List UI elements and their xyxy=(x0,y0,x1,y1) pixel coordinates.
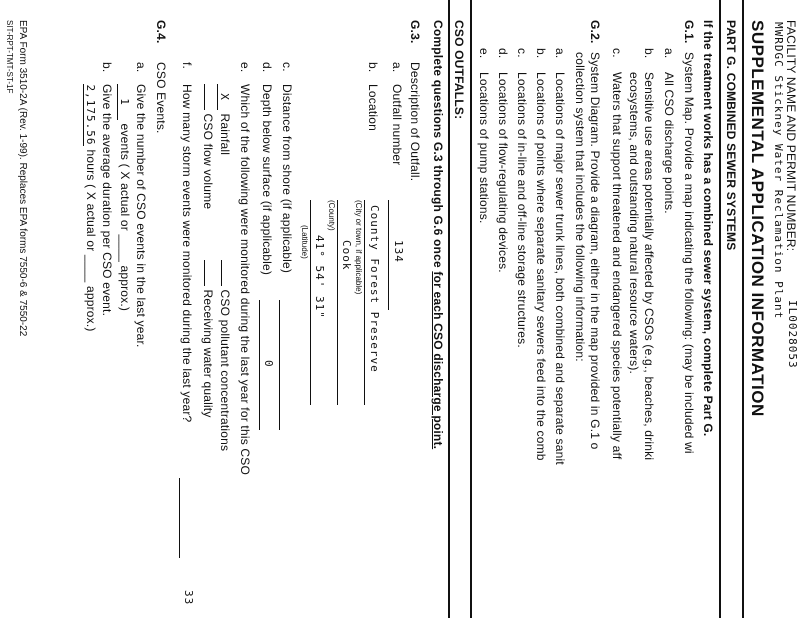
g3-f-letter: f. xyxy=(180,62,194,70)
g2-c-letter: c. xyxy=(515,48,529,58)
g1-a-text: All CSO discharge points. xyxy=(662,72,676,214)
g2-number: G.2. xyxy=(588,20,602,44)
monitor-rainfall: X Rainfall xyxy=(217,84,232,155)
g4-b-letter: b. xyxy=(100,62,114,73)
g3-c-letter: c. xyxy=(280,62,294,72)
monitor-flow-mark[interactable] xyxy=(204,84,205,110)
g3-c-label: Distance from shore (if applicable) xyxy=(280,84,294,274)
permit-number: IL0028053 xyxy=(786,300,799,369)
g2-d-letter: d. xyxy=(496,48,510,59)
g1-b-letter: b. xyxy=(642,48,656,59)
depth-value: 0 xyxy=(262,360,275,368)
monitor-rainfall-mark[interactable]: X xyxy=(217,84,231,110)
outfall-number-value: 134 xyxy=(392,240,405,263)
g2-d-text: Locations of flow-regulating devices. xyxy=(496,72,510,273)
location-latitude-value: 41° 54' 31" xyxy=(313,235,326,319)
g3-title: Description of Outfall. xyxy=(408,62,422,182)
g4-b-label: Give the average duration per CSO event. xyxy=(100,84,114,317)
part-heading: PART G. COMBINED SEWER SYSTEMS xyxy=(724,20,738,251)
g2-text-cont: collection system that includes the following information: xyxy=(573,52,587,362)
g1-a-letter: a. xyxy=(662,48,676,59)
outfalls-instruction: Complete questions G.3 through G.6 once for each CSO discharge point. xyxy=(431,20,445,450)
location-latitude-caption: (Latitude) xyxy=(300,225,309,259)
location-county-line xyxy=(337,200,338,405)
g4-a-letter: a. xyxy=(134,62,148,73)
g2-e-letter: e. xyxy=(477,48,491,59)
storm-events-line xyxy=(179,478,180,558)
g2-text: System Diagram. Provide a diagram, either in the map provided in G.1 o xyxy=(588,52,602,450)
divider xyxy=(470,0,472,618)
location-city-caption: (City or town, if applicable) xyxy=(354,200,363,295)
divider xyxy=(719,0,721,618)
page-title: SUPPLEMENTAL APPLICATION INFORMATION xyxy=(748,20,767,417)
location-city-value: County Forest Preserve xyxy=(368,205,381,373)
g3-b-label: Location xyxy=(366,84,380,131)
cso-events-value: 1 xyxy=(117,84,131,120)
g2-e-text: Locations of pump stations. xyxy=(477,72,491,224)
g4-number: G.4. xyxy=(154,20,168,44)
part-intro: If the treatment works has a combined sewer system, complete Part G. xyxy=(701,20,715,437)
monitor-flow: CSO flow volume xyxy=(201,84,215,209)
location-city-line xyxy=(364,200,365,405)
g1-c-letter: c. xyxy=(610,48,624,58)
location-county-caption: (County) xyxy=(327,200,336,231)
form-code: SIT-RPT-TMT-ST-1F xyxy=(5,20,14,94)
monitor-receiving: Receiving water quality xyxy=(201,260,215,418)
monitor-pollutant: CSO pollutant concentrations xyxy=(218,260,232,451)
g3-b-letter: b. xyxy=(366,62,380,73)
g1-number: G.1. xyxy=(682,20,696,44)
g4-a-label: Give the number of CSO events in the last year. xyxy=(134,84,148,348)
depth-line xyxy=(259,300,260,430)
monitor-receiving-mark[interactable] xyxy=(204,260,205,286)
g1-c-text: Waters that support threatened and endangered species potentially aff xyxy=(610,72,624,460)
g2-b-text: Locations of points where separate sanitary sewers feed into the comb xyxy=(534,72,548,461)
facility-label: FACILITY NAME AND PERMIT NUMBER: xyxy=(784,20,798,252)
outfalls-heading: CSO OUTFALLS: xyxy=(452,20,466,120)
divider xyxy=(742,0,744,618)
g3-d-label: Depth below surface (if applicable) xyxy=(260,84,274,276)
g2-b-letter: b. xyxy=(534,48,548,59)
location-latitude-line xyxy=(310,200,311,405)
cso-duration-value: 2,175.56 xyxy=(84,84,97,146)
g1-b-text-cont: ecosystems, and outstanding natural resource waters). xyxy=(627,72,641,375)
g3-f-label: How many storm events were monitored during the last year? xyxy=(180,84,194,423)
g1-b-text: Sensitive use areas potentially affected by CSOs (e.g., beaches, drinki xyxy=(642,72,656,461)
storm-events-value: 33 xyxy=(182,590,195,606)
facility-name: MWRDGC Stickney Water Reclamation Plant xyxy=(772,22,785,320)
g2-a-text: Locations of major sewer trunk lines, both combined and separate sanit xyxy=(553,72,567,465)
outfall-number-line xyxy=(388,200,389,310)
location-county-value: Cook xyxy=(340,240,353,271)
monitor-pollutant-mark[interactable] xyxy=(221,260,222,286)
divider xyxy=(448,0,450,618)
g2-c-text: Locations of in-line and off-line storage structures. xyxy=(515,72,529,348)
g3-a-letter: a. xyxy=(390,62,404,73)
g3-e-letter: e. xyxy=(238,62,252,73)
form-footer: EPA Form 3510-2A (Rev. 1-99). Replaces EPA forms 7550-6 & 7550-22 xyxy=(17,20,28,337)
g2-a-letter: a. xyxy=(553,48,567,59)
distance-line xyxy=(279,300,280,430)
cso-events-row: 1 events ( X actual or ____ approx.) xyxy=(117,84,132,311)
g3-a-label: Outfall number xyxy=(390,84,404,166)
cso-duration-row: 2,175.56 hours ( X actual or ____ approx.) xyxy=(84,84,98,332)
g3-e-label: Which of the following were monitored during the last year for this CSO xyxy=(238,84,252,476)
g3-d-letter: d. xyxy=(260,62,274,73)
g4-title: CSO Events. xyxy=(154,62,168,134)
g1-text: System Map. Provide a map indicating the following: (may be included wi xyxy=(682,52,696,454)
g3-number: G.3. xyxy=(408,20,422,44)
